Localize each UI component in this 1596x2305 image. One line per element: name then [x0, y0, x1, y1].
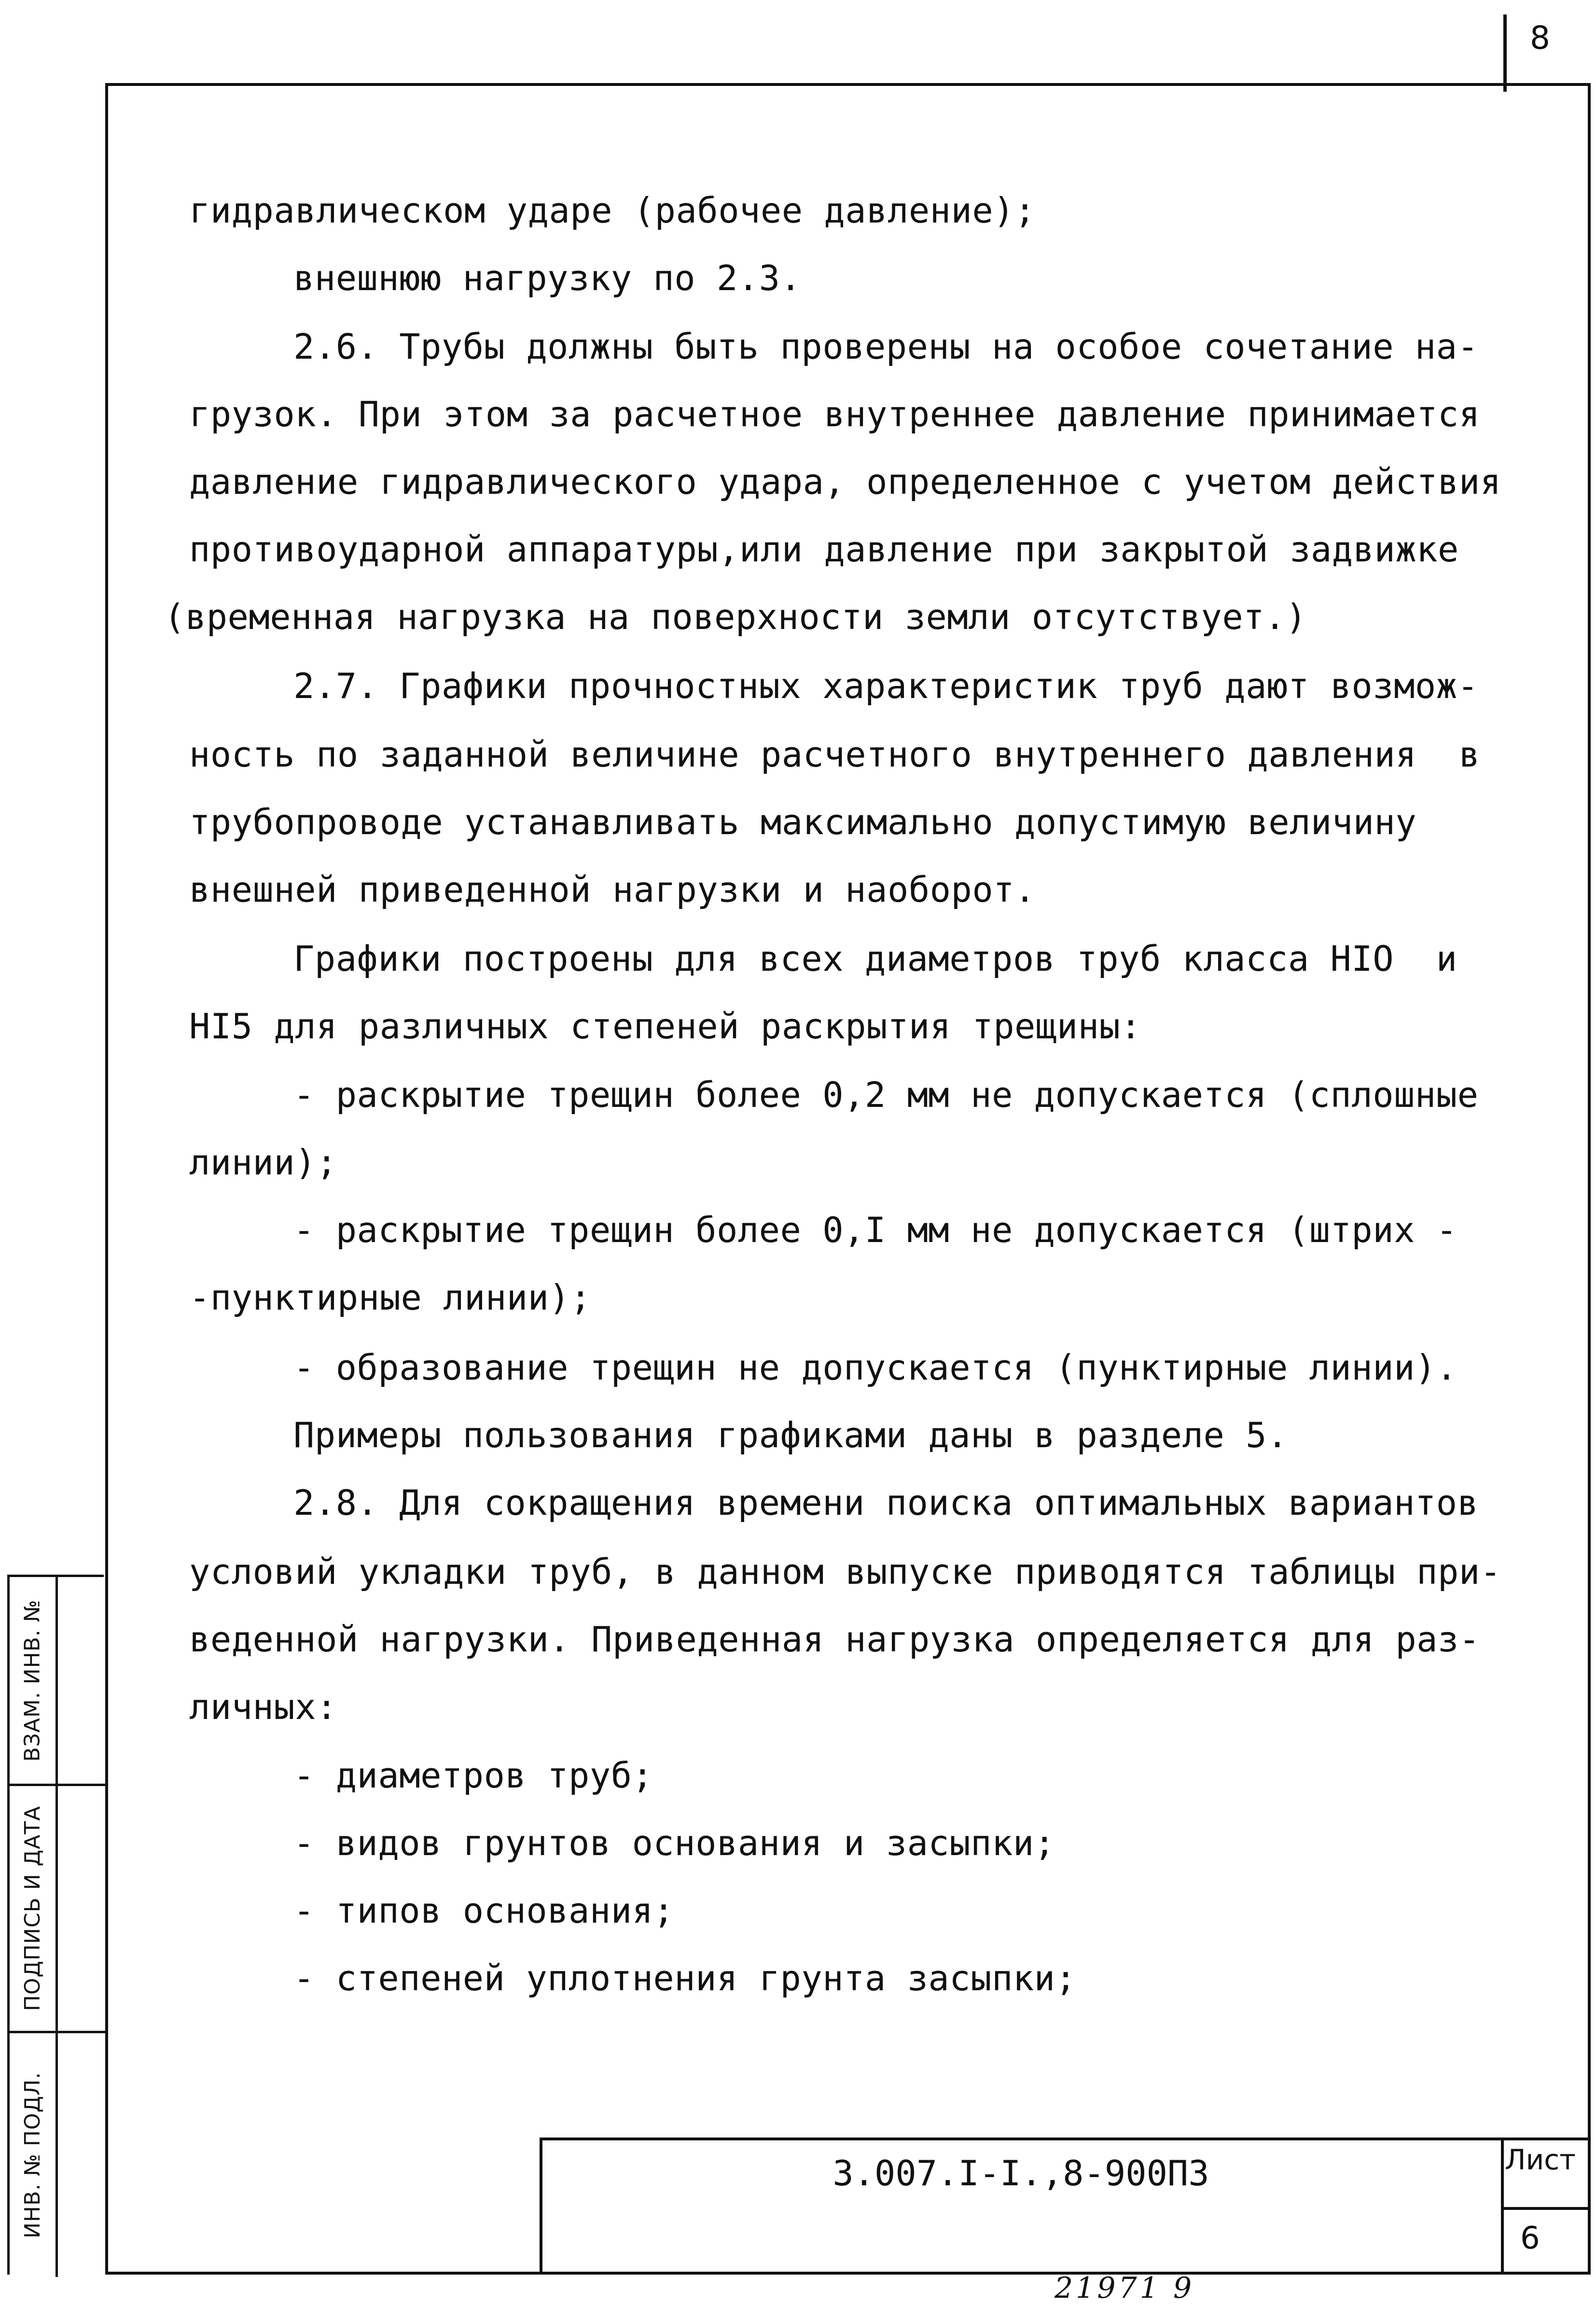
text-line: (временная нагрузка на поверхности земли отсутствует.)	[164, 597, 1307, 637]
text-line: трубопроводе устанавливать максимально допустимую величину	[189, 802, 1417, 842]
text-line: линии);	[189, 1142, 337, 1183]
text-line: -пунктирные линии);	[189, 1277, 592, 1318]
text-line: - диаметров труб;	[293, 1755, 653, 1796]
text-line: 2.8. Для сокращения времени поиска оптимальных вариантов	[293, 1482, 1479, 1523]
text-line: внешней приведенной нагрузки и наоборот.	[189, 869, 1036, 910]
text-line: грузок. При этом за расчетное внутреннее давление принимается	[189, 394, 1480, 434]
page-frame-right-edge	[1588, 83, 1591, 2275]
document-code: 3.007.I-I.,8-900ПЗ	[833, 2153, 1209, 2193]
text-line: внешнюю нагрузку по 2.3.	[293, 258, 802, 298]
sheet-cell-divider	[1501, 2137, 1504, 2275]
text-line: давление гидравлического удара, определенное с учетом действия	[189, 461, 1501, 502]
text-line: HI5 для различных степеней раскрытия трещины:	[189, 1006, 1142, 1047]
page-number-rule	[1503, 14, 1507, 92]
text-line: противоударной аппаратуры,или давление при закрытой задвижке	[189, 529, 1459, 570]
sheet-cell-row-line	[1501, 2207, 1589, 2210]
page-number: 8	[1530, 19, 1550, 56]
text-line: 2.6. Трубы должны быть проверены на особое сочетание на-	[293, 326, 1479, 367]
sheet-number: 6	[1520, 2221, 1540, 2256]
stamp-divider	[56, 1577, 58, 2277]
text-line: 2.7. Графики прочностных характеристик труб дают возмож-	[293, 666, 1479, 706]
text-line: - раскрытие трещин более 0,2 мм не допускается (сплошные	[293, 1075, 1479, 1115]
text-line: - раскрытие трещин более 0,I мм не допускается (штрих -	[293, 1210, 1457, 1250]
text-line: личных:	[189, 1687, 337, 1727]
text-line: - образование трещин не допускается (пунктирные линии).	[293, 1347, 1457, 1388]
stamp-inv-podl: ИНВ. № ПОДЛ.	[20, 2071, 45, 2239]
text-line: гидравлическом ударе (рабочее давление);	[189, 190, 1036, 231]
text-line: - видов грунтов основания и засыпки;	[293, 1823, 1055, 1863]
text-line: ность по заданной величине расчетного внутреннего давления в	[189, 734, 1480, 775]
text-line: - степеней уплотнения грунта засыпки;	[293, 1958, 1077, 1998]
text-line: условий укладки труб, в данном выпуске приводятся таблицы при-	[189, 1551, 1501, 1592]
text-line: - типов основания;	[293, 1890, 675, 1931]
sheet-label: Лист	[1505, 2143, 1576, 2176]
text-line: Примеры пользования графиками даны в разделе 5.	[293, 1415, 1288, 1455]
text-line: Графики построены для всех диаметров труб класса HIO и	[293, 938, 1457, 979]
handwritten-note: 21971 9	[1055, 2271, 1195, 2305]
stamp-vzam-inv: ВЗАМ. ИНВ. №	[20, 1599, 45, 1762]
stamp-podpis-data: ПОДПИСЬ И ДАТА	[20, 1805, 45, 2012]
text-line: веденной нагрузки. Приведенная нагрузка определяется для раз-	[189, 1619, 1480, 1660]
margin-stamp	[7, 1575, 104, 2275]
